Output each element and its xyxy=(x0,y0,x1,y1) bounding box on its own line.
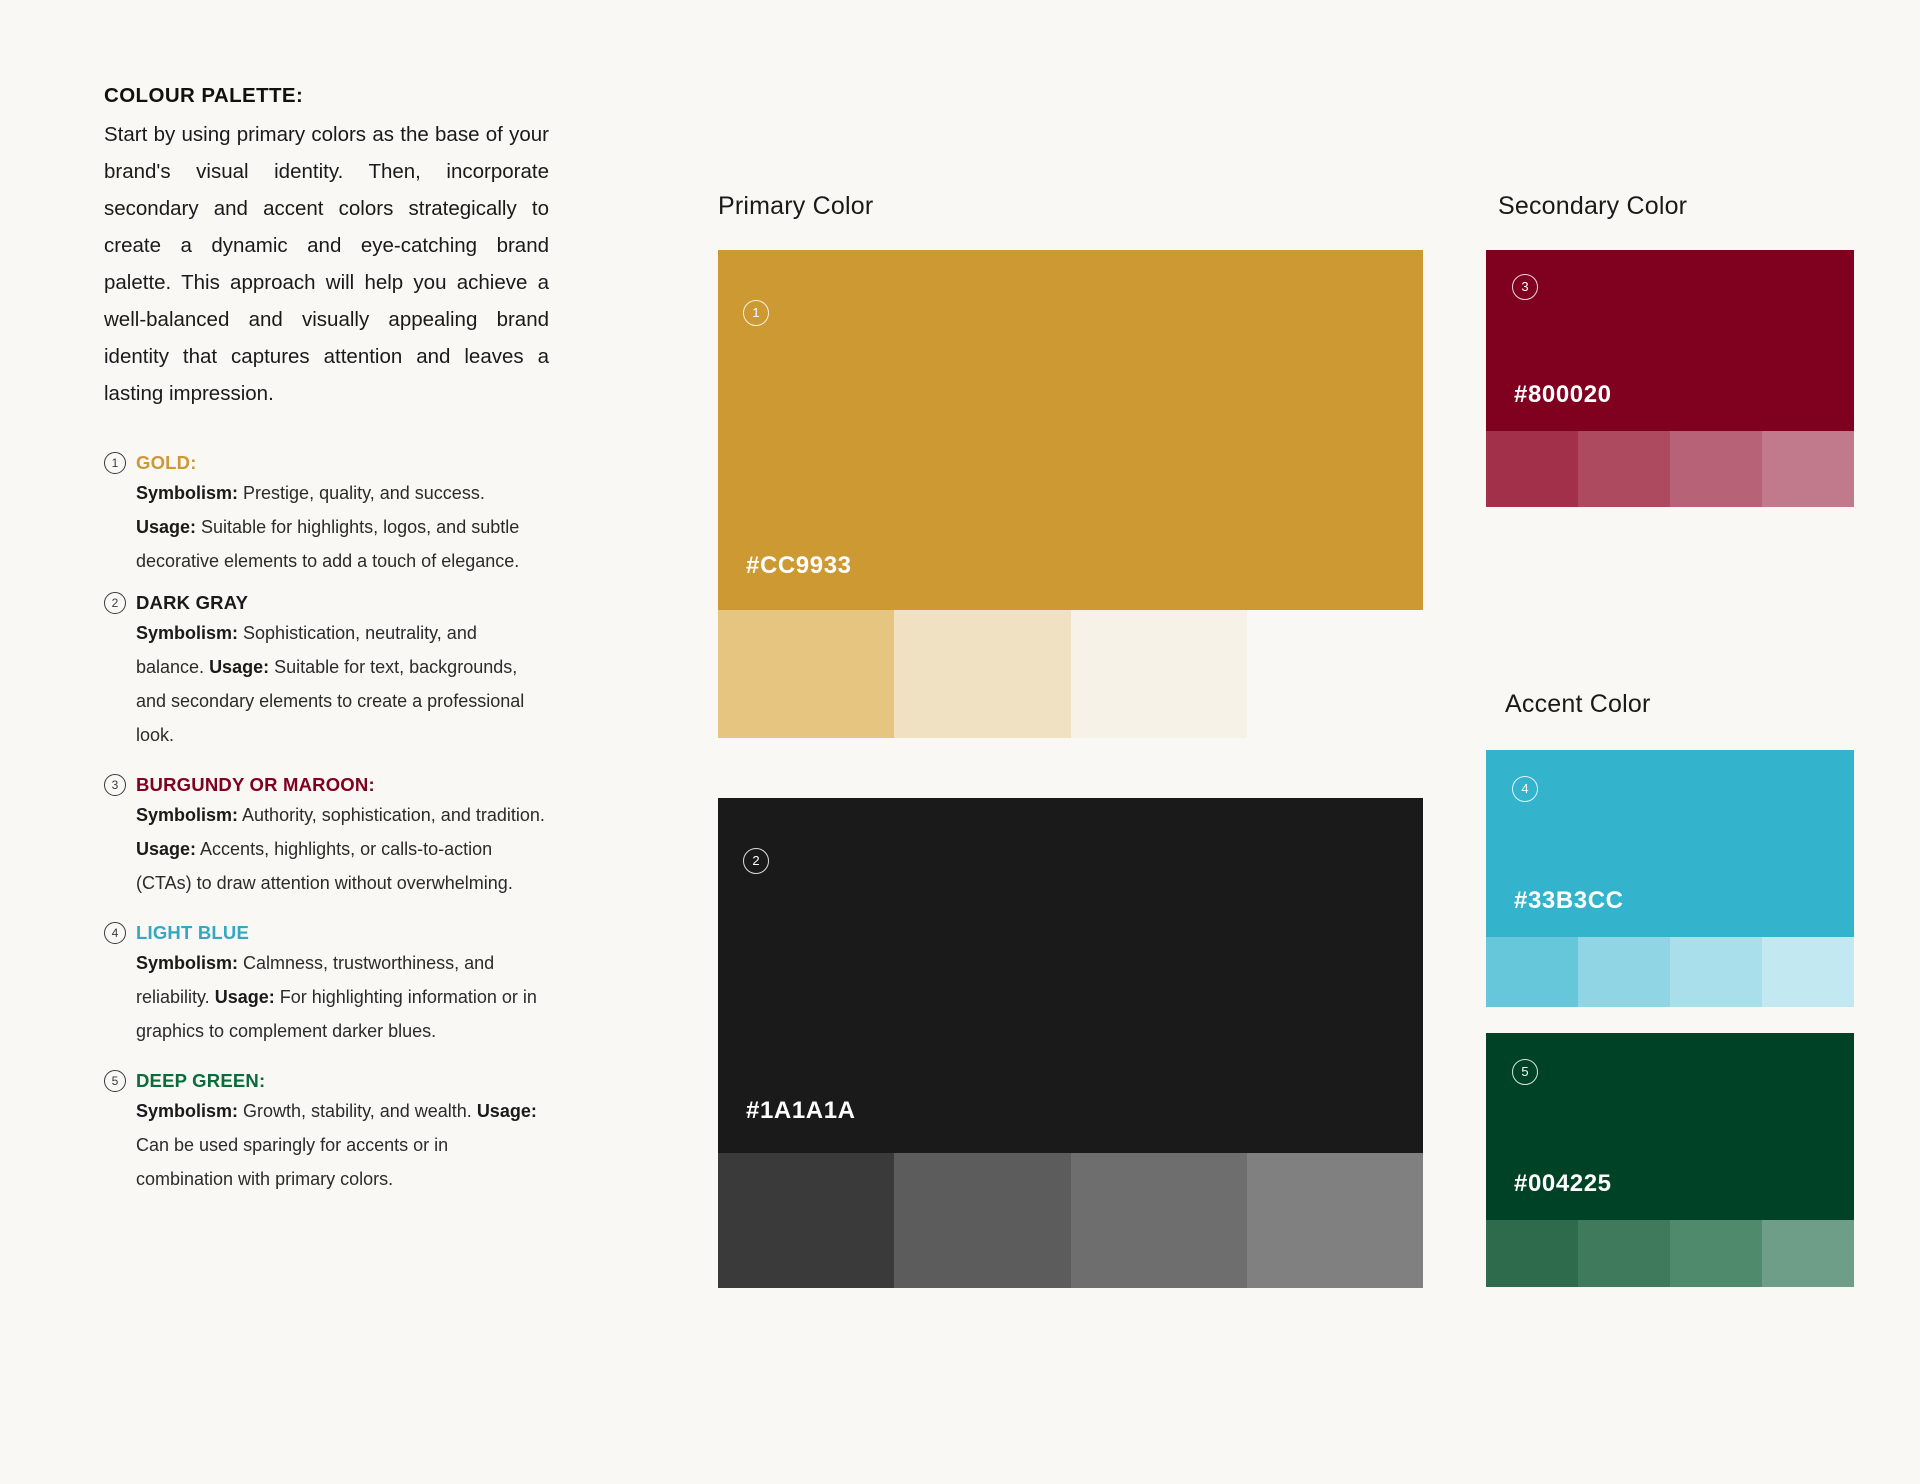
tint-swatch xyxy=(1247,610,1423,738)
palette-description-column xyxy=(104,84,644,1210)
usage-label: Usage: xyxy=(214,987,275,1007)
usage-text: Suitable for highlights, logos, and subtle decorative elements to add a touch of elegance. xyxy=(136,517,520,571)
entry-title: DARK GRAY xyxy=(136,592,249,613)
tint-swatch xyxy=(718,1153,894,1288)
swatch-number-badge: 1 xyxy=(743,300,769,326)
accent-green-swatch-group xyxy=(1486,1033,1854,1287)
color-entry-header xyxy=(104,592,644,614)
tint-swatch xyxy=(1762,937,1854,1007)
usage-text: Suitable for text, backgrounds, and secondary elements to create a professional look. xyxy=(136,657,525,745)
secondary-tint-row xyxy=(1486,431,1854,507)
symbolism-text: Calmness, trustworthiness, and reliability. xyxy=(136,953,495,1007)
tint-swatch xyxy=(1578,431,1670,507)
color-entry-header xyxy=(104,922,644,944)
accent-blue-swatch xyxy=(1486,750,1854,937)
list-item xyxy=(104,1070,644,1196)
symbolism-label: Symbolism: xyxy=(136,623,239,643)
list-item xyxy=(104,452,644,578)
tint-swatch xyxy=(1247,1153,1423,1288)
symbolism-label: Symbolism: xyxy=(136,483,239,503)
list-item xyxy=(104,592,644,752)
accent-green-swatch xyxy=(1486,1033,1854,1220)
accent-color-label: Accent Color xyxy=(1505,690,1651,718)
dark-gray-color-swatch-group xyxy=(718,798,1423,1288)
usage-text: Can be used sparingly for accents or in combination with primary colors. xyxy=(136,1135,449,1189)
usage-text: Accents, highlights, or calls-to-action (CTAs) to draw attention without overwhelming. xyxy=(136,839,513,893)
accent-blue-tint-row xyxy=(1486,937,1854,1007)
primary-tint-row xyxy=(718,610,1423,738)
swatch-hex-value: #800020 xyxy=(1514,381,1612,408)
primary-color-label: Primary Color xyxy=(718,192,874,220)
swatch-hex-value: #004225 xyxy=(1514,1170,1612,1197)
secondary-color-swatch-group xyxy=(1486,250,1854,507)
entry-title: BURGUNDY OR MAROON: xyxy=(136,774,375,795)
usage-label: Usage: xyxy=(136,839,197,859)
entry-number-badge: 1 xyxy=(104,452,126,474)
usage-text: For highlighting information or in graphics to complement darker blues. xyxy=(136,987,537,1041)
symbolism-text: Sophistication, neutrality, and balance. xyxy=(136,623,477,677)
tint-swatch xyxy=(1762,431,1854,507)
dark-gray-swatch xyxy=(718,798,1423,1153)
usage-label: Usage: xyxy=(209,657,270,677)
entry-title: DEEP GREEN: xyxy=(136,1070,266,1091)
entry-body xyxy=(136,616,546,752)
tint-swatch xyxy=(1578,937,1670,1007)
swatch-hex-value: #33B3CC xyxy=(1514,887,1624,914)
color-entry-header xyxy=(104,452,644,474)
tint-swatch xyxy=(1071,1153,1247,1288)
tint-swatch xyxy=(1486,431,1578,507)
list-item xyxy=(104,774,644,900)
accent-blue-swatch-group xyxy=(1486,750,1854,1007)
secondary-swatch xyxy=(1486,250,1854,431)
symbolism-text: Authority, sophistication, and tradition. xyxy=(238,805,545,825)
entry-body xyxy=(136,1094,546,1196)
tint-swatch xyxy=(894,610,1070,738)
tint-swatch xyxy=(1670,937,1762,1007)
page-title: COLOUR PALETTE: xyxy=(104,84,304,107)
entry-title: GOLD: xyxy=(136,452,197,473)
color-entry-header xyxy=(104,1070,644,1092)
usage-label: Usage: xyxy=(476,1101,537,1121)
tint-swatch xyxy=(1762,1220,1854,1287)
tint-swatch xyxy=(718,610,894,738)
swatch-number-badge: 4 xyxy=(1512,776,1538,802)
entry-number-badge: 5 xyxy=(104,1070,126,1092)
intro-paragraph: Start by using primary colors as the base of your brand's visual identity. Then, incorporate secondary and accent colors strategically to create a dynamic and eye-catching brand palette. This approach will help you achieve a well-balanced and visually appealing brand identity that captures attention and leaves a lasting impression. xyxy=(104,123,549,405)
color-entry-list xyxy=(104,452,644,1196)
symbolism-text: Prestige, quality, and success. xyxy=(238,483,485,503)
secondary-color-label: Secondary Color xyxy=(1498,192,1688,220)
tint-swatch xyxy=(1071,610,1247,738)
entry-number-badge: 2 xyxy=(104,592,126,614)
swatch-hex-value: #CC9933 xyxy=(746,552,852,579)
swatch-number-badge: 2 xyxy=(743,848,769,874)
color-entry-header xyxy=(104,774,644,796)
entry-number-badge: 3 xyxy=(104,774,126,796)
tint-swatch xyxy=(1486,937,1578,1007)
entry-body xyxy=(136,798,546,900)
list-item xyxy=(104,922,644,1048)
tint-swatch xyxy=(1670,431,1762,507)
primary-swatch xyxy=(718,250,1423,610)
entry-body xyxy=(136,476,546,578)
symbolism-label: Symbolism: xyxy=(136,805,239,825)
swatch-number-badge: 5 xyxy=(1512,1059,1538,1085)
swatch-number-badge: 3 xyxy=(1512,274,1538,300)
entry-number-badge: 4 xyxy=(104,922,126,944)
entry-title: LIGHT BLUE xyxy=(136,922,249,943)
tint-swatch xyxy=(894,1153,1070,1288)
entry-body xyxy=(136,946,561,1048)
dark-gray-tint-row xyxy=(718,1153,1423,1288)
symbolism-label: Symbolism: xyxy=(136,1101,239,1121)
primary-color-swatch-group xyxy=(718,250,1423,738)
symbolism-label: Symbolism: xyxy=(136,953,239,973)
tint-swatch xyxy=(1578,1220,1670,1287)
tint-swatch xyxy=(1670,1220,1762,1287)
swatch-hex-value: #1A1A1A xyxy=(746,1097,856,1124)
accent-green-tint-row xyxy=(1486,1220,1854,1287)
tint-swatch xyxy=(1486,1220,1578,1287)
usage-label: Usage: xyxy=(136,517,197,537)
symbolism-text: Growth, stability, and wealth. xyxy=(238,1101,477,1121)
